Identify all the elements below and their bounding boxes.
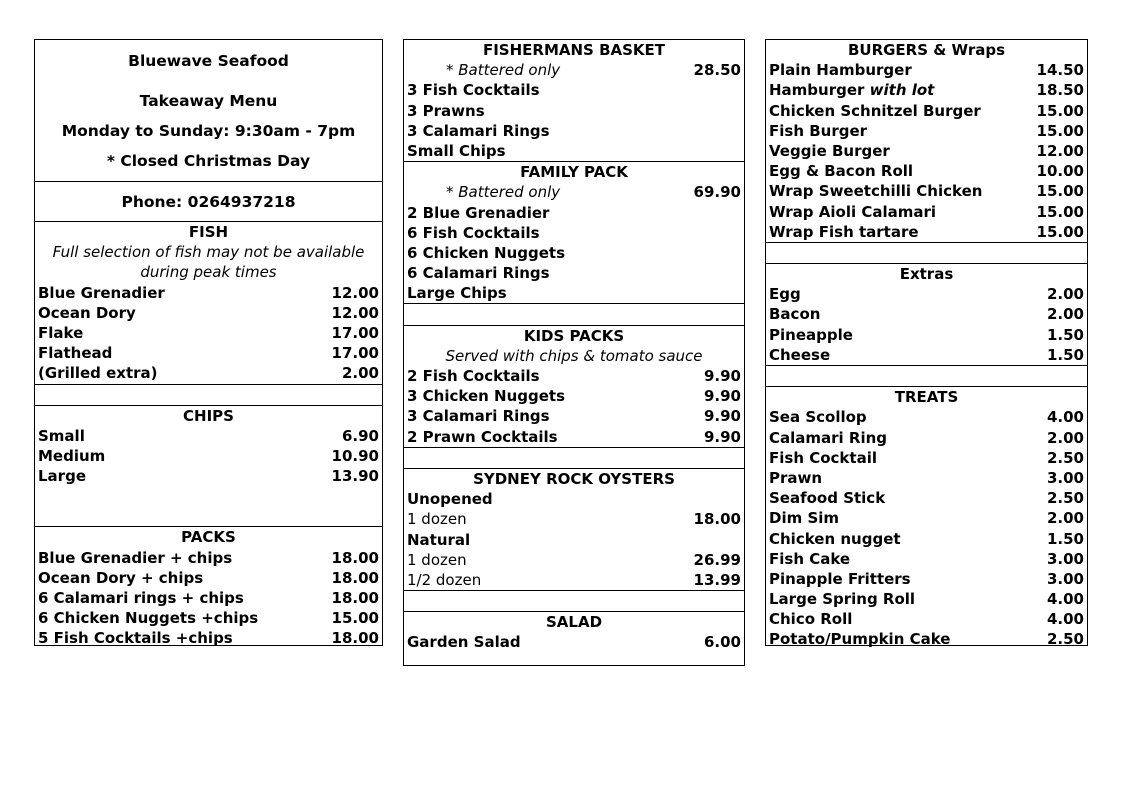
pack-content-item <box>404 141 744 161</box>
family-pack-title: FAMILY PACK <box>520 163 628 182</box>
family-pack-price: 69.90 <box>693 183 741 202</box>
item-name: Garden Salad <box>407 633 521 652</box>
oysters-unopened-dozen <box>404 509 744 529</box>
item-name: 3 Calamari Rings <box>407 121 550 140</box>
closed-note: * Closed Christmas Day <box>106 152 311 170</box>
menu-item-row <box>766 284 1087 304</box>
packs-section <box>35 526 382 648</box>
item-name: Hamburger <box>769 81 870 100</box>
item-price: 2.50 <box>1046 630 1084 649</box>
item-price: 18.00 <box>331 589 379 607</box>
item-price: 2.00 <box>341 364 379 383</box>
item-name: Fish Cake <box>769 549 851 568</box>
item-name: Flake <box>38 323 84 342</box>
menu-item-row <box>766 549 1087 569</box>
item-name: Wrap Aioli Calamari <box>769 202 937 221</box>
family-pack-price-row <box>404 182 744 202</box>
item-name: 2 Prawn Cocktails <box>407 427 558 446</box>
item-price: 6.90 <box>341 426 379 445</box>
item-name: 6 Calamari Rings <box>407 264 550 283</box>
menu-item-row <box>404 632 744 652</box>
oysters-title: SYDNEY ROCK OYSTERS <box>473 469 675 488</box>
menu-title: Takeaway Menu <box>139 92 278 110</box>
item-price: 12.00 <box>331 283 379 302</box>
item-price: 17.00 <box>331 323 379 342</box>
oysters-section <box>404 468 744 590</box>
item-name-italic: with lot <box>869 81 935 100</box>
menu-item-row <box>35 363 382 383</box>
salad-section <box>404 611 744 652</box>
menu-item-row <box>404 406 744 426</box>
menu-item-row <box>766 325 1087 345</box>
item-price: 18.50 <box>1036 81 1084 100</box>
menu-item-row <box>35 588 382 608</box>
item-name: Potato/Pumpkin Cake <box>769 630 951 649</box>
spacer <box>404 303 744 324</box>
item-price: 2.50 <box>1046 489 1084 508</box>
item-name: Wrap Sweetchilli Chicken <box>769 182 983 201</box>
item-name: Blue Grenadier + chips <box>38 548 233 567</box>
item-name: Chicken nugget <box>769 529 901 548</box>
item-price: 13.99 <box>693 570 741 589</box>
menu-item-row <box>766 468 1087 488</box>
menu-item-row <box>766 609 1087 629</box>
item-name: 6 Chicken Nuggets +chips <box>38 609 259 628</box>
menu-item-row <box>404 427 744 447</box>
menu-item-row <box>766 202 1087 222</box>
menu-item-row <box>766 345 1087 365</box>
phone-number: Phone: 0264937218 <box>121 193 296 211</box>
kids-packs-title: KIDS PACKS <box>523 326 625 345</box>
item-name: Fish Cocktail <box>769 448 877 467</box>
burgers-title: BURGERS & Wraps <box>847 41 1006 59</box>
item-price: 12.00 <box>331 303 379 322</box>
menu-item-row <box>766 508 1087 528</box>
kids-packs-note: Served with chips & tomato sauce <box>445 346 703 365</box>
oysters-natural-dozen <box>404 550 744 570</box>
pack-content-item <box>404 243 744 263</box>
oysters-natural-text: Natural <box>407 530 471 549</box>
item-price: 1.50 <box>1046 325 1084 344</box>
item-price: 15.00 <box>1036 202 1084 221</box>
item-price: 4.00 <box>1046 408 1084 427</box>
spacer <box>766 365 1087 386</box>
menu-item-row <box>766 407 1087 427</box>
item-name: Large <box>38 467 86 486</box>
treats-title: TREATS <box>894 388 959 407</box>
column-middle <box>403 39 745 666</box>
item-name: Egg & Bacon Roll <box>769 162 914 181</box>
item-price: 18.00 <box>331 629 379 648</box>
menu-item-row <box>766 529 1087 549</box>
fishermans-basket-price: 28.50 <box>693 61 741 80</box>
item-name: Small <box>38 426 85 445</box>
item-price: 13.90 <box>331 467 379 486</box>
item-price: 18.00 <box>693 510 741 529</box>
item-name: Ocean Dory + chips <box>38 568 204 587</box>
item-price: 9.90 <box>703 407 741 426</box>
menu-item-row <box>35 548 382 568</box>
phone-block <box>35 181 382 221</box>
item-name: Small Chips <box>407 141 506 160</box>
spacer <box>404 590 744 611</box>
item-name: 1 dozen <box>407 510 467 529</box>
spacer <box>35 486 382 526</box>
item-price: 14.50 <box>1036 61 1084 80</box>
menu-item-row <box>766 428 1087 448</box>
fish-title: FISH <box>188 223 229 241</box>
item-name: Pinapple Fritters <box>769 569 911 588</box>
burgers-section <box>766 40 1087 242</box>
item-price: 10.00 <box>1036 162 1084 181</box>
spacer <box>404 447 744 468</box>
item-name: Flathead <box>38 344 113 363</box>
item-name: Large Spring Roll <box>769 590 916 609</box>
item-name: Prawn <box>769 468 823 487</box>
opening-hours: Monday to Sunday: 9:30am - 7pm <box>61 122 356 140</box>
item-price: 15.00 <box>1036 121 1084 140</box>
packs-title: PACKS <box>181 528 236 547</box>
item-price: 18.00 <box>331 568 379 587</box>
fishermans-basket-section <box>404 40 744 161</box>
menu-item-row <box>35 466 382 486</box>
family-pack-section <box>404 161 744 303</box>
item-price: 17.00 <box>331 344 379 363</box>
menu-item-row <box>35 426 382 446</box>
item-price: 2.00 <box>1046 285 1084 304</box>
pack-content-item <box>404 121 744 141</box>
item-price: 9.90 <box>703 427 741 446</box>
item-name: 3 Chicken Nuggets <box>407 387 566 406</box>
item-price: 12.00 <box>1036 141 1084 160</box>
item-price: 4.00 <box>1046 610 1084 629</box>
item-name: 6 Chicken Nuggets <box>407 243 566 262</box>
item-name: Ocean Dory <box>38 303 136 322</box>
menu-item-row <box>766 181 1087 201</box>
pack-content-item <box>404 203 744 223</box>
item-price: 2.00 <box>1046 305 1084 324</box>
oysters-natural-label <box>404 530 744 550</box>
header-block <box>35 40 382 181</box>
menu-item-row <box>35 446 382 466</box>
menu-item-row <box>766 629 1087 649</box>
menu-item-row <box>35 303 382 323</box>
item-name: (Grilled extra) <box>38 364 158 383</box>
menu-item-row <box>766 161 1087 181</box>
fish-section <box>35 221 382 384</box>
item-price: 2.50 <box>1046 448 1084 467</box>
item-price: 10.90 <box>331 447 379 466</box>
item-name: Wrap Fish tartare <box>769 222 919 241</box>
menu-item-row <box>766 589 1087 609</box>
item-name: 6 Calamari rings + chips <box>38 589 244 607</box>
item-name: 5 Fish Cocktails +chips <box>38 629 233 648</box>
business-name: Bluewave Seafood <box>128 52 289 70</box>
menu-item-row <box>35 628 382 648</box>
item-name: 2 Fish Cocktails <box>407 367 540 385</box>
item-name: Egg <box>769 285 801 304</box>
item-name: Chicken Schnitzel Burger <box>769 101 981 120</box>
menu-item-row <box>766 80 1087 100</box>
menu-item-row <box>35 568 382 588</box>
item-price: 18.00 <box>331 548 379 567</box>
item-name: 6 Fish Cocktails <box>407 223 540 242</box>
item-price: 6.00 <box>703 633 741 652</box>
menu-item-row <box>766 304 1087 324</box>
item-name: 1 dozen <box>407 550 467 569</box>
item-price: 2.00 <box>1046 428 1084 447</box>
item-price: 15.00 <box>1036 101 1084 120</box>
menu-item-row <box>35 323 382 343</box>
item-name: Plain Hamburger <box>769 61 912 80</box>
salad-title: SALAD <box>545 613 603 632</box>
pack-content-item <box>404 263 744 283</box>
menu-item-row <box>766 121 1087 141</box>
oysters-unopened-text: Unopened <box>407 490 493 509</box>
menu-item-row <box>766 569 1087 589</box>
column-left <box>34 39 383 646</box>
menu-item-row <box>35 608 382 628</box>
pack-content-item <box>404 223 744 243</box>
fish-note-line2: during peak times <box>140 263 277 282</box>
item-name: 3 Fish Cocktails <box>407 81 540 100</box>
menu-item-row <box>766 60 1087 80</box>
item-name: Dim Sim <box>769 509 840 528</box>
item-name: Large Chips <box>407 284 507 303</box>
item-name: Calamari Ring <box>769 428 888 447</box>
treats-section <box>766 386 1087 649</box>
family-pack-note: * Battered only <box>446 183 561 202</box>
item-price: 9.90 <box>703 367 741 385</box>
fishermans-basket-title: FISHERMANS BASKET <box>482 41 666 59</box>
item-price: 9.90 <box>703 387 741 406</box>
item-name: Medium <box>38 447 106 466</box>
fishermans-basket-note: * Battered only <box>446 61 561 80</box>
column-right <box>765 39 1088 649</box>
pack-content-item <box>404 101 744 121</box>
item-name: Chico Roll <box>769 610 853 629</box>
menu-item-row <box>35 343 382 363</box>
item-price: 26.99 <box>693 550 741 569</box>
item-price: 1.50 <box>1046 529 1084 548</box>
menu-item-row <box>766 448 1087 468</box>
menu-item-row <box>404 386 744 406</box>
menu-item-row <box>766 101 1087 121</box>
item-name: Fish Burger <box>769 121 868 140</box>
item-price: 2.00 <box>1046 509 1084 528</box>
spacer <box>766 242 1087 263</box>
item-name: 3 Prawns <box>407 101 485 120</box>
item-price: 1.50 <box>1046 345 1084 364</box>
pack-content-item <box>404 80 744 100</box>
item-name: 2 Blue Grenadier <box>407 203 550 222</box>
extras-section <box>766 263 1087 365</box>
item-name: Bacon <box>769 305 821 324</box>
item-name: Seafood Stick <box>769 489 886 508</box>
oysters-unopened-label <box>404 489 744 509</box>
menu-item-row <box>766 222 1087 242</box>
item-name: Veggie Burger <box>769 141 890 160</box>
menu-item-row <box>35 283 382 303</box>
item-name: Blue Grenadier <box>38 283 165 302</box>
fishermans-basket-price-row <box>404 60 744 80</box>
item-price: 4.00 <box>1046 590 1084 609</box>
item-price: 15.00 <box>1036 182 1084 201</box>
menu-item-row <box>766 141 1087 161</box>
item-price: 3.00 <box>1046 569 1084 588</box>
menu-item-row <box>404 366 744 386</box>
item-price: 3.00 <box>1046 468 1084 487</box>
item-price: 3.00 <box>1046 549 1084 568</box>
item-name: 3 Calamari Rings <box>407 407 550 426</box>
item-price: 15.00 <box>1036 222 1084 241</box>
chips-title: CHIPS <box>183 406 234 425</box>
item-name-group <box>769 80 934 100</box>
chips-section <box>35 405 382 527</box>
item-name: Cheese <box>769 345 831 364</box>
item-name: 1/2 dozen <box>407 570 482 589</box>
item-name: Pineapple <box>769 325 853 344</box>
pack-content-item <box>404 283 744 303</box>
spacer <box>35 384 382 405</box>
fish-note-line1: Full selection of fish may not be available <box>52 243 365 262</box>
extras-title: Extras <box>899 265 954 284</box>
kids-packs-section <box>404 325 744 447</box>
item-name: Sea Scollop <box>769 408 867 427</box>
menu-item-row <box>766 488 1087 508</box>
item-price: 15.00 <box>331 609 379 628</box>
oysters-natural-half <box>404 570 744 590</box>
